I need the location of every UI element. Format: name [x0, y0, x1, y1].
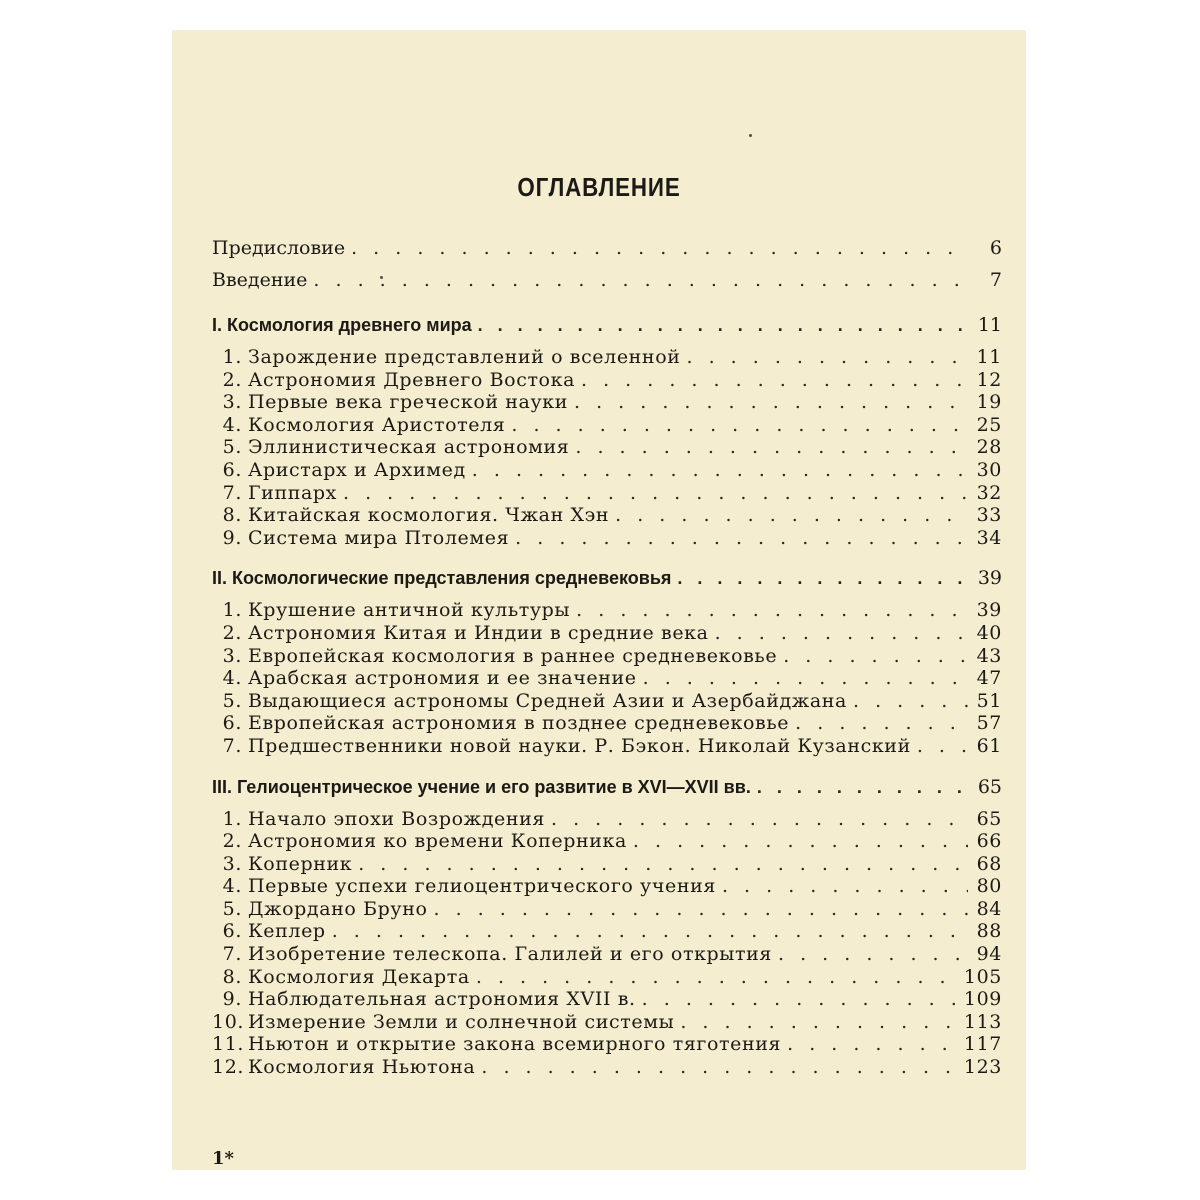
chapter-heading-3: [212, 772, 1002, 802]
toc-section: [212, 459, 1002, 482]
toc-section: [212, 482, 1002, 505]
spacer: [212, 758, 1002, 772]
section-page: 88: [976, 920, 1002, 943]
section-number: 4.: [222, 875, 242, 898]
signature-mark: 1*: [212, 1148, 234, 1169]
toc-section: [212, 898, 1002, 921]
section-number: 5.: [222, 436, 242, 459]
section-title: Предшественники новой науки. Р. Бэкон. Николай Кузанский: [248, 734, 911, 757]
dot-leader: [853, 690, 968, 713]
section-title: Европейская астрономия в позднее средневековье: [248, 712, 790, 735]
toc-section: [212, 988, 1002, 1011]
toc-entry-text: Введение: [212, 269, 308, 291]
dot-leader: [343, 482, 968, 505]
section-number: 3.: [222, 852, 242, 875]
dot-leader: [917, 735, 968, 758]
dot-leader: [783, 645, 968, 668]
dot-leader: [472, 459, 968, 482]
toc-section: [212, 1056, 1002, 1079]
section-title: Космология Аристотеля: [248, 413, 506, 436]
section-title: Космология Декарта: [248, 965, 470, 988]
section-page: 113: [963, 1010, 1002, 1033]
toc-section: [212, 943, 1002, 966]
table-of-contents: [212, 232, 1002, 1079]
dot-leader: [476, 966, 958, 989]
dot-leader: [515, 527, 968, 550]
section-page: 32: [976, 481, 1002, 504]
chapter-page: 39: [977, 567, 1002, 590]
section-title: Ньютон и открытие закона всемирного тяготения: [248, 1033, 782, 1056]
section-page: 84: [976, 897, 1002, 920]
section-title: Зарождение представлений о вселенной: [248, 346, 681, 368]
section-title: Наблюдательная астрономия XVII в.: [248, 988, 636, 1011]
section-number: 9.: [222, 526, 242, 549]
toc-section: [212, 346, 1002, 369]
dot-leader: [643, 667, 968, 690]
section-page: 68: [976, 852, 1002, 875]
section-title: Астрономия Китая и Индии в средние века: [248, 621, 709, 644]
section-number: 7.: [222, 943, 242, 966]
section-page: 65: [976, 807, 1002, 830]
toc-section: [212, 808, 1002, 831]
section-title: Коперник: [248, 852, 353, 875]
toc-section: [212, 436, 1002, 459]
toc-section: [212, 504, 1002, 527]
dot-leader: [615, 504, 968, 527]
section-title: Крушение античной культуры: [248, 599, 571, 622]
section-number: 1.: [222, 346, 242, 368]
toc-section: [212, 966, 1002, 989]
section-number: 10.: [212, 1010, 245, 1033]
toc-section: [212, 830, 1002, 853]
section-number: 1.: [222, 599, 242, 622]
section-title: Кеплер: [248, 920, 326, 943]
section-page: 66: [976, 830, 1002, 853]
section-number: 6.: [222, 458, 242, 481]
toc-section: [212, 1033, 1002, 1056]
section-title: Гиппарх: [248, 481, 337, 504]
toc-entry-preface: [212, 232, 1002, 264]
toc-section: [212, 622, 1002, 645]
dot-leader: [351, 232, 968, 264]
section-title: Изобретение телескопа. Галилей и его открытия: [248, 943, 772, 966]
dot-leader: [576, 599, 968, 622]
dot-leader: [434, 898, 968, 921]
toc-section: [212, 735, 1002, 758]
section-number: 8.: [222, 504, 242, 527]
section-title: Космология Ньютона: [248, 1056, 476, 1079]
dot-leader: [677, 563, 968, 593]
toc-section: [212, 391, 1002, 414]
dot-leader: [551, 808, 968, 831]
section-number: 5.: [222, 897, 242, 920]
section-page: 47: [976, 667, 1002, 690]
section-title: Европейская космология в раннее средневековье: [248, 644, 778, 667]
section-number: 11.: [212, 1033, 245, 1056]
section-number: 6.: [222, 920, 242, 943]
ink-speck: [749, 134, 752, 137]
section-page: 19: [976, 391, 1002, 414]
section-page: 105: [963, 965, 1002, 988]
dot-leader: [313, 264, 968, 296]
section-page: 123: [963, 1056, 1002, 1079]
section-page: 25: [976, 413, 1002, 436]
dot-leader: [581, 369, 968, 392]
chapter-page: 65: [977, 775, 1002, 798]
dot-leader: [481, 1056, 958, 1079]
dot-leader: [687, 346, 969, 369]
dot-leader: [778, 943, 968, 966]
toc-section: [212, 875, 1002, 898]
toc-section: [212, 645, 1002, 668]
dot-leader: [332, 920, 968, 943]
section-title: Астрономия ко времени Коперника: [248, 830, 627, 853]
section-page: 28: [976, 436, 1002, 459]
section-page: 11: [976, 346, 1002, 368]
toc-section: [212, 853, 1002, 876]
toc-entry-page: 7: [989, 269, 1002, 291]
toc-section: [212, 527, 1002, 550]
section-number: 12.: [212, 1056, 245, 1079]
chapter-title: I. Космология древнего мира: [212, 315, 472, 335]
section-page: 34: [976, 526, 1002, 549]
dot-leader: [787, 1033, 958, 1056]
section-number: 7.: [222, 734, 242, 757]
section-title: Китайская космология. Чжан Хэн: [248, 504, 610, 527]
chapter-heading-2: [212, 563, 1002, 593]
section-page: 80: [976, 875, 1002, 898]
section-title: Первые века греческой науки: [248, 391, 568, 414]
section-number: 7.: [222, 481, 242, 504]
dot-leader: [680, 1011, 958, 1034]
section-page: 94: [976, 943, 1002, 966]
section-page: 39: [976, 599, 1002, 622]
section-title: Аристарх и Архимед: [248, 458, 466, 481]
chapter-page: 11: [977, 314, 1002, 336]
spacer: [212, 296, 1002, 310]
section-title: Джордано Бруно: [248, 897, 428, 920]
section-page: 61: [976, 734, 1002, 757]
toc-entry-introduction: [212, 264, 1002, 296]
section-page: 51: [976, 689, 1002, 712]
section-page: 109: [963, 988, 1002, 1011]
toc-section: [212, 920, 1002, 943]
section-number: 4.: [222, 413, 242, 436]
toc-section: [212, 599, 1002, 622]
section-number: 1.: [222, 807, 242, 830]
section-number: 4.: [222, 667, 242, 690]
dot-leader: [757, 772, 968, 802]
section-title: Первые успехи гелиоцентрического учения: [248, 875, 716, 898]
section-page: 30: [976, 458, 1002, 481]
section-page: 12: [976, 368, 1002, 391]
section-title: Эллинистическая астрономия: [248, 436, 570, 459]
dot-leader: [722, 875, 968, 898]
dot-leader: [633, 830, 968, 853]
section-number: 5.: [222, 689, 242, 712]
section-number: 3.: [222, 391, 242, 414]
dot-leader: [511, 414, 968, 437]
section-title: Выдающиеся астрономы Средней Азии и Азербайджана: [248, 689, 847, 712]
section-page: 43: [976, 644, 1002, 667]
section-page: 33: [976, 504, 1002, 527]
book-page: [172, 30, 1026, 1170]
section-title: Система мира Птолемея: [248, 526, 510, 549]
chapter-title: II. Космологические представления средневековья: [212, 568, 672, 589]
dot-leader: [795, 712, 968, 735]
toc-section: [212, 712, 1002, 735]
section-title: Начало эпохи Возрождения: [248, 807, 545, 830]
dot-leader: [715, 622, 968, 645]
page-title: ОГЛАВЛЕНИЕ: [517, 172, 681, 202]
toc-entry-text: Предисловие: [212, 237, 346, 259]
chapter-title: III. Гелиоцентрическое учение и его развитие в XVI—XVII вв.: [212, 776, 751, 797]
dot-leader: [358, 853, 968, 876]
section-number: 6.: [222, 712, 242, 735]
spacer: [212, 549, 1002, 563]
section-number: 2.: [222, 621, 242, 644]
toc-section: [212, 690, 1002, 713]
section-number: 2.: [222, 830, 242, 853]
toc-section: [212, 414, 1002, 437]
section-title: Арабская астрономия и ее значение: [248, 667, 637, 690]
toc-entry-page: 6: [989, 237, 1002, 259]
toc-section: [212, 369, 1002, 392]
section-title: Измерение Земли и солнечной системы: [248, 1010, 675, 1033]
section-number: 2.: [222, 368, 242, 391]
section-number: 9.: [222, 988, 242, 1011]
dot-leader: [478, 310, 968, 340]
section-title: Астрономия Древнего Востока: [248, 368, 576, 391]
toc-section: [212, 1011, 1002, 1034]
dot-leader: [575, 436, 968, 459]
chapter-heading-1: [212, 310, 1002, 340]
section-page: 40: [976, 621, 1002, 644]
section-number: 3.: [222, 644, 242, 667]
dot-leader: [574, 391, 968, 414]
dot-leader: [642, 988, 958, 1011]
section-page: 117: [963, 1033, 1002, 1056]
section-number: 8.: [222, 965, 242, 988]
toc-section: [212, 667, 1002, 690]
section-page: 57: [976, 712, 1002, 735]
